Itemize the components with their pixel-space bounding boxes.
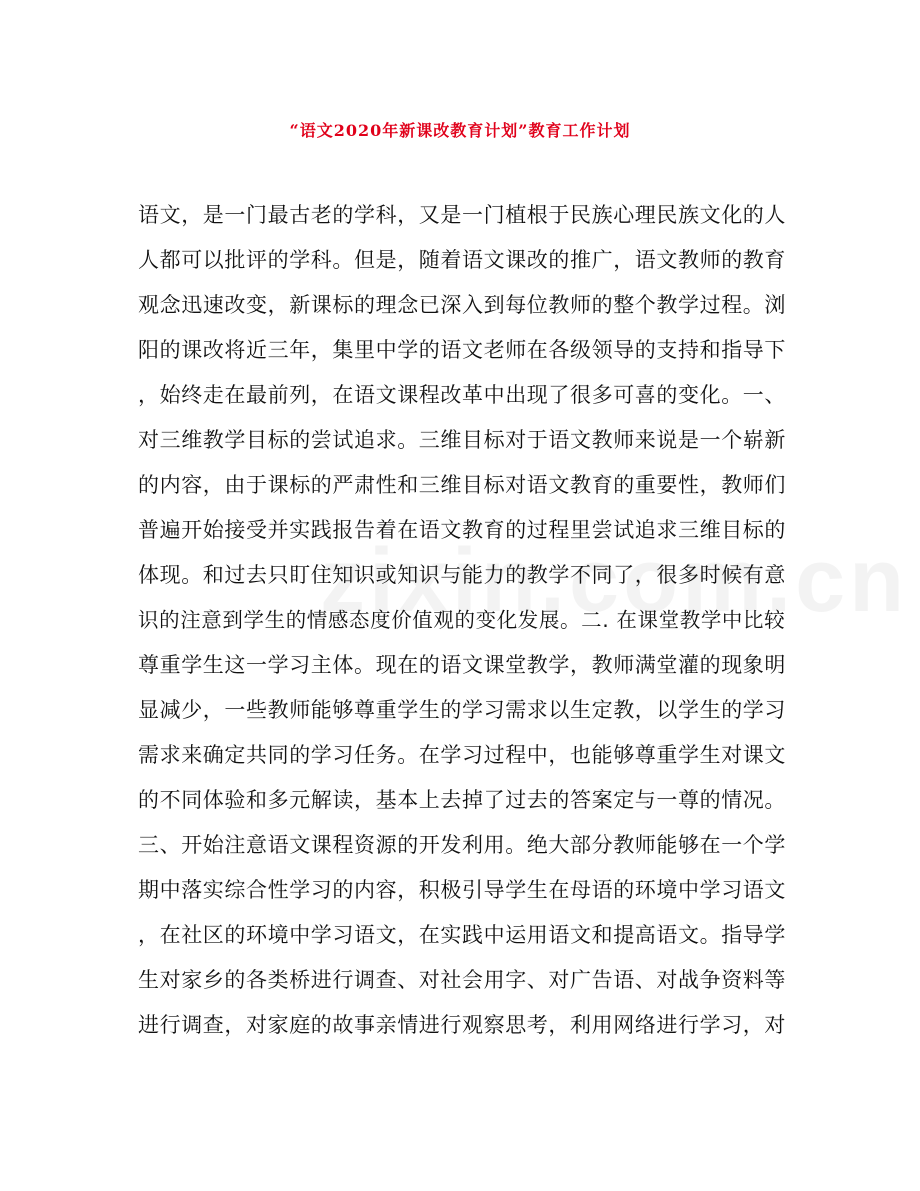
body-line: 尊重学生这一学习主体。现在的语文课堂教学，教师满堂灌的现象明: [138, 653, 786, 677]
body-line: 三、开始注意语文课程资源的开发利用。绝大部分教师能够在一个学: [138, 833, 786, 857]
body-line: 阳的课改将近三年，集里中学的语文老师在各级领导的支持和指导下: [138, 338, 786, 362]
body-line: 人都可以批评的学科。但是，随着语文课改的推广，语文教师的教育: [138, 248, 786, 272]
body-line: 的内容，由于课标的严肃性和三维目标对语文教育的重要性，教师们: [138, 473, 786, 497]
body-line: ，在社区的环境中学习语文，在实践中运用语文和提高语文。指导学: [138, 923, 786, 947]
body-line: 生对家乡的各类桥进行调查、对社会用字、对广告语、对战争资料等: [138, 968, 786, 992]
body-line: 需求来确定共同的学习任务。在学习过程中，也能够尊重学生对课文: [138, 743, 786, 767]
body-line: 对三维教学目标的尝试追求。三维目标对于语文教师来说是一个崭新: [138, 428, 786, 452]
body-line: 体现。和过去只盯住知识或知识与能力的教学不同了，很多时候有意: [138, 563, 786, 587]
body-line: 显减少，一些教师能够尊重学生的学习需求以生定教，以学生的学习: [138, 698, 786, 722]
body-line: 识的注意到学生的情感态度价值观的变化发展。二. 在课堂教学中比较: [138, 608, 786, 632]
body-line: 进行调查，对家庭的故事亲情进行观察思考，利用网络进行学习，对: [138, 1013, 786, 1037]
body-line: ，始终走在最前列，在语文课程改革中出现了很多可喜的变化。一、: [138, 383, 786, 407]
body-line: 期中落实综合性学习的内容，积极引导学生在母语的环境中学习语文: [138, 878, 786, 902]
body-line: 普遍开始接受并实践报告着在语文教育的过程里尝试追求三维目标的: [138, 518, 786, 542]
body-line: 语文，是一门最古老的学科，又是一门植根于民族心理民族文化的人: [138, 203, 786, 227]
body-line: 观念迅速改变，新课标的理念已深入到每位教师的整个教学过程。浏: [138, 293, 786, 317]
body-line: 的不同体验和多元解读，基本上去掉了过去的答案定与一尊的情况。: [138, 788, 786, 812]
document-title: “语文2020年新课改教育计划”教育工作计划: [289, 121, 631, 140]
